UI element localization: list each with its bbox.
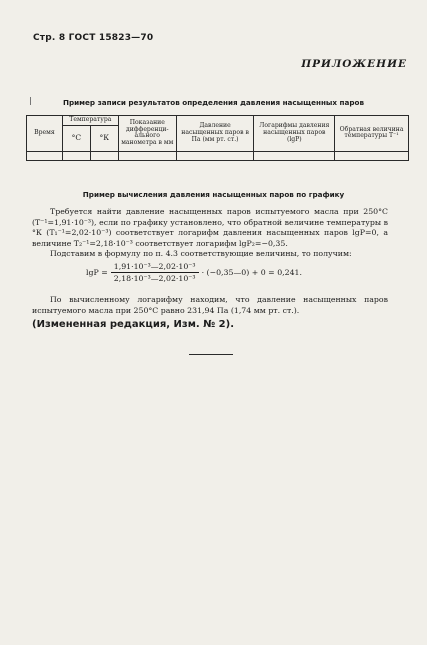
col-temp-c: °С [62, 125, 90, 151]
formula-lhs: lgP = [86, 268, 108, 277]
col-manometer: Показание дифференци-ального манометра в мм [118, 116, 176, 152]
paragraph-problem: Требуется найти давление насыщенных паров испытуемого масла при 250°С (T⁻¹=1,91·10⁻³), если по графику установлено, что обратной величине температуры в °К (T₁⁻¹=2,02·10⁻³) соответствует логарифм давления насыщенных паров lgP=0, а величине T₂⁻¹=2,18·10⁻³ соответствует логарифм lgP₂=−0,35. [32, 207, 388, 248]
divider-rule [189, 354, 233, 355]
page-header: Стр. 8 ГОСТ 15823—70 [33, 33, 154, 43]
col-temp-k: °К [90, 125, 118, 151]
example-title: Пример вычисления давления насыщенных паров по графику [82, 190, 345, 199]
col-pressure: Давление насыщенных паров в Па (мм рт. ст.) [176, 116, 254, 152]
col-time: Время [27, 116, 63, 152]
table-title: Пример записи результатов определения давления насыщенных паров [62, 98, 365, 107]
results-table [26, 115, 409, 161]
formula-numerator: 1,91·10⁻³—2,02·10⁻³ [111, 262, 199, 273]
formula-denominator: 2,18·10⁻³—2,02·10⁻³ [113, 274, 196, 283]
col-temperature: Температура [62, 116, 118, 126]
formula [86, 262, 302, 283]
paragraph-substitute: Подставим в формулу по п. 4.3 соответствующие величины, то получим: [50, 249, 352, 258]
table-header-row [27, 116, 409, 126]
table-empty-row [27, 151, 409, 160]
col-reciprocal: Обратная величина температуры T⁻¹ [335, 116, 409, 152]
col-log: Логарифмы давления насыщенных паров (lgP) [254, 116, 335, 152]
appendix-label: ПРИЛОЖЕНИЕ [301, 58, 407, 70]
formula-rhs: · (−0,35—0) + 0 = 0,241. [201, 268, 302, 277]
amendment-note: (Измененная редакция, Изм. № 2). [32, 319, 235, 330]
formula-fraction [111, 262, 199, 283]
paragraph-result: По вычисленному логарифму находим, что давление насыщенных паров испытуемого масла при 250°С равно 231,94 Па (1,74 мм рт. ст.). [32, 295, 388, 315]
